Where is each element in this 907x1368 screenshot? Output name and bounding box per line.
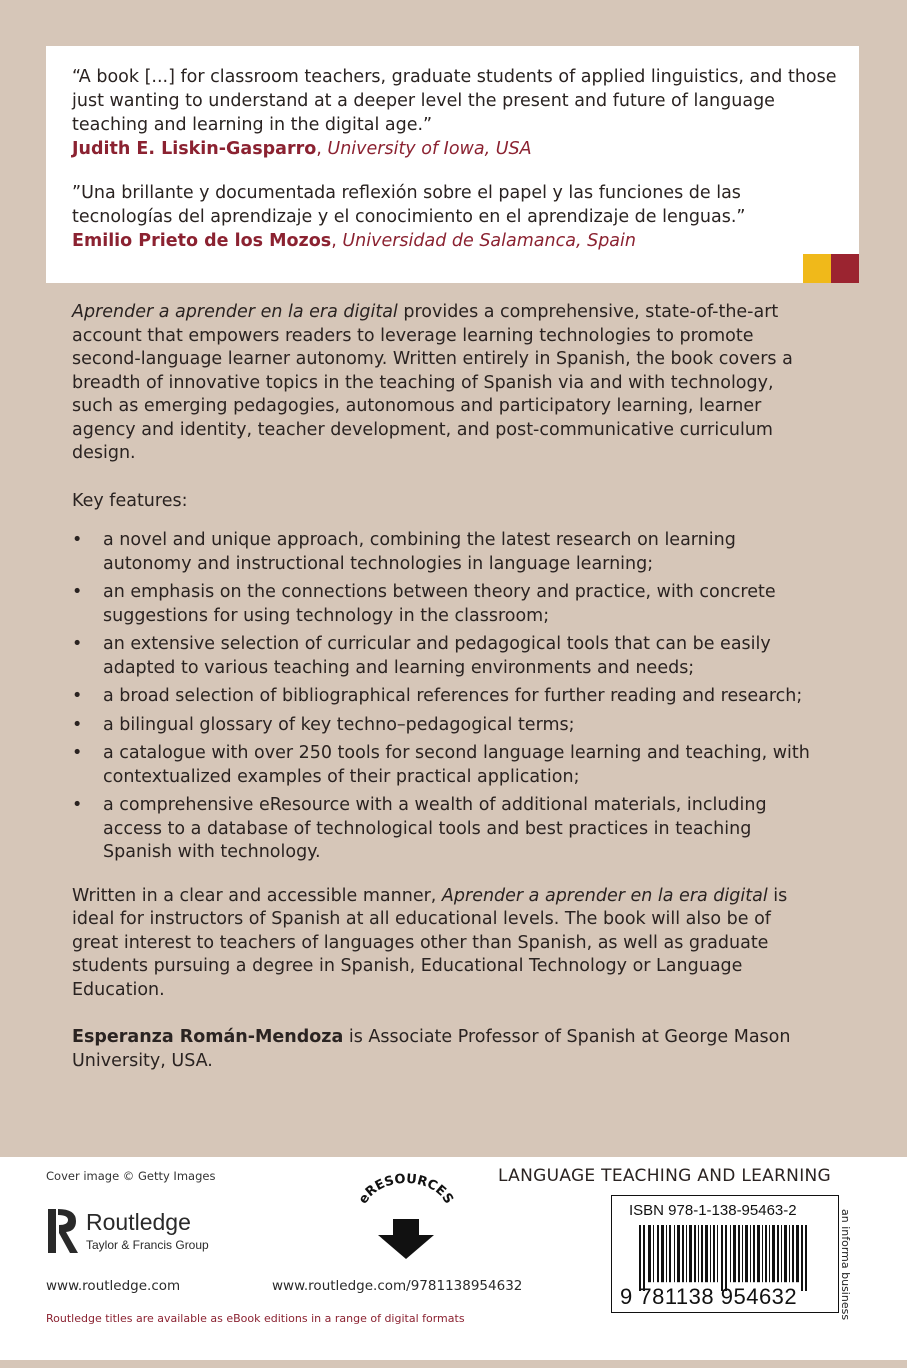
feature-text: a comprehensive eResource with a wealth of additional materials, including access to a database of technological tools and best practices in teaching Spanish with technology. [103, 795, 767, 862]
barcode-icon [625, 1225, 827, 1291]
publisher-sub: Taylor & Francis Group [86, 1238, 209, 1252]
eresources-label: eRESOURCES [355, 1173, 456, 1207]
author-bio-text: is Associate Professor of Spanish at George Mason University, USA. [72, 1027, 791, 1071]
list-item [72, 714, 817, 738]
endorsements-box [46, 46, 859, 283]
bullet-icon: • [72, 582, 83, 602]
bullet-icon: • [72, 634, 83, 654]
bullet-icon: • [72, 795, 83, 815]
informa-text: an informa business [839, 1209, 852, 1321]
eresources-icon [350, 1173, 460, 1269]
back-cover-body [72, 301, 817, 1073]
isbn-number: ISBN 978-1-138-95463-2 [629, 1202, 797, 1219]
barcode-digits: 9 781138 954632 [620, 1284, 798, 1309]
feature-text: a catalogue with over 250 tools for second language learning and teaching, with contextualized examples of their practical application; [103, 743, 810, 787]
author-bio [72, 1026, 817, 1073]
quote-author: Judith E. Liskin-Gasparro [72, 139, 317, 159]
quote-affiliation: Universidad de Salamanca, Spain [342, 231, 636, 251]
svg-text:eRESOURCES [356, 1173, 456, 1207]
feature-text: a broad selection of bibliographical references for further reading and research; [103, 686, 803, 706]
publisher-name: Routledge [86, 1209, 191, 1235]
bullet-icon: • [72, 686, 83, 706]
description-text: provides a comprehensive, state-of-the-art account that empowers readers to leverage learning technologies to promote second-language learner autonomy. Written entirely in Spanish, the book covers a breadth of innovative topics in the teaching of Spanish via and with technology, such as emerging pedagogies, autonomous and participatory learning, learner agency and identity, teacher development, and post-communicative curriculum design. [72, 302, 793, 463]
list-item [72, 633, 817, 680]
list-item [72, 529, 817, 576]
bullet-icon: • [72, 714, 83, 735]
feature-text: an emphasis on the connections between theory and practice, with concrete suggestions for using technology in the classroom; [103, 582, 776, 626]
bullet-icon: • [72, 530, 83, 550]
routledge-mark-icon [46, 1205, 80, 1257]
book-title: Aprender a aprender en la era digital [441, 885, 768, 906]
quote-text: ”Una brillante y documentada reflexión sobre el papel y las funciones de las tecnologías del aprendizaje y el conocimiento en el aprendizaje de lenguas.” [72, 183, 746, 227]
quote-attribution: Emilio Prieto de los Mozos, Universidad de Salamanca, Spain [72, 231, 636, 251]
quote-author: Emilio Prieto de los Mozos [72, 231, 332, 251]
book-url[interactable]: www.routledge.com/9781138954632 [272, 1278, 523, 1294]
publisher-url[interactable]: www.routledge.com [46, 1278, 181, 1294]
quote-affiliation: University of Iowa, USA [327, 139, 532, 159]
key-features-list [72, 529, 817, 865]
key-features-heading: Key features: [72, 490, 188, 511]
ebook-note: Routledge titles are available as eBook editions in a range of digital formats [46, 1312, 465, 1325]
routledge-logo [46, 1205, 246, 1265]
cover-credit: Cover image © Getty Images [46, 1169, 216, 1183]
accent-red-block [831, 254, 859, 283]
list-item [72, 794, 817, 865]
list-item [72, 581, 817, 628]
quote-attribution: Judith E. Liskin-Gasparro, University of Iowa, USA [72, 139, 532, 159]
audience-after: is ideal for instructors of Spanish at all educational levels. The book will also be of great interest to teachers of languages other than Spanish, as well as graduate students pursuing a degree in Spanish, Educational Technology or Language Education. [72, 885, 788, 1000]
bullet-icon: • [72, 743, 83, 763]
book-title: Aprender a aprender en la era digital [72, 302, 398, 322]
series-title: LANGUAGE TEACHING AND LEARNING [498, 1166, 832, 1186]
feature-text: a bilingual glossary of key techno–pedagogical terms; [103, 714, 575, 735]
list-item [72, 685, 817, 709]
accent-yellow-block [803, 254, 831, 283]
author-name: Esperanza Román-Mendoza [72, 1027, 344, 1047]
description-paragraph [72, 301, 817, 466]
audience-before: Written in a clear and accessible manner, [72, 885, 442, 906]
footer-band [0, 1157, 907, 1360]
audience-paragraph [72, 885, 817, 1003]
feature-text: an extensive selection of curricular and pedagogical tools that can be easily adapted to various teaching and learning environments and needs; [103, 634, 771, 678]
feature-text: a novel and unique approach, combining the latest research on learning autonomy and instructional technologies in language learning; [103, 530, 736, 574]
list-item [72, 742, 817, 789]
isbn-barcode-box [611, 1195, 839, 1313]
quote-text: “A book [...] for classroom teachers, graduate students of applied linguistics, and those just wanting to understand at a deeper level the present and future of language teaching and learning in the digital age.” [72, 67, 837, 135]
